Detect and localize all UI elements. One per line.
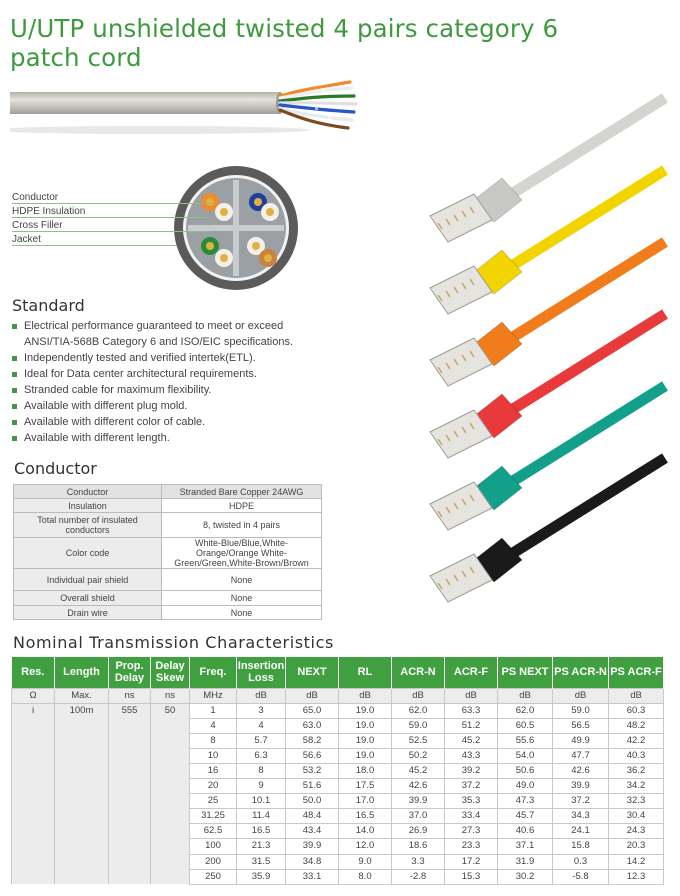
table-cell [55,763,109,778]
table-cell: 8 [190,733,237,748]
table-cell: 49.0 [498,779,553,794]
table-cell: 16.5 [237,824,286,839]
table-cell: 16 [190,763,237,778]
table-cell: 47.7 [553,748,609,763]
label-cross-filler: Cross Filler [12,219,182,233]
table-row [12,839,664,854]
table-cell: 100m [55,703,109,718]
table-cell: 39.9 [286,839,339,854]
table-cell: 17.2 [445,854,498,869]
label-conductor: Conductor [12,191,182,205]
column-header: Res. [12,657,55,688]
table-cell [12,869,55,884]
table-cell [109,824,151,839]
patch-cord-5 [430,386,665,530]
table-cell: 19.0 [339,748,392,763]
table-cell: 45.2 [445,733,498,748]
table-cell: 58.2 [286,733,339,748]
table-cell [151,839,190,854]
column-header: Insertion Loss [237,657,286,688]
title-line-2: patch cord [10,43,142,72]
table-cell: 30.4 [609,809,664,824]
table-cell [55,824,109,839]
table-cell: 34.8 [286,854,339,869]
table-cell [55,794,109,809]
table-cell [12,779,55,794]
table-cell [55,839,109,854]
table-cell: 56.5 [553,718,609,733]
table-cell: 37.2 [553,794,609,809]
table-cell [12,839,55,854]
table-cell [109,839,151,854]
table-row [14,606,322,620]
table-row [14,538,322,569]
table-cell: 52.5 [392,733,445,748]
table-cell: Conductor [14,485,162,499]
table-cell: 51.2 [445,718,498,733]
table-cell: 27.3 [445,824,498,839]
table-row [14,513,322,538]
table-cell: 43.3 [445,748,498,763]
unit-cell: ns [151,688,190,703]
table-cell: 35.3 [445,794,498,809]
table-row [14,591,322,606]
title-line-1: U/UTP unshielded twisted 4 pairs category 6 [10,14,559,43]
table-cell: 19.0 [339,718,392,733]
column-header: Freq. [190,657,237,688]
label-insulation: HDPE Insulation [12,205,182,219]
table-cell: 59.0 [392,718,445,733]
list-item: Available with different plug mold. [12,398,322,414]
table-cell: 9 [237,779,286,794]
table-cell: 20 [190,779,237,794]
table-cell [109,809,151,824]
table-cell: 42.6 [553,763,609,778]
table-cell: 14.2 [609,854,664,869]
table-cell: 8, twisted in 4 pairs [162,513,322,538]
table-cell: 40.3 [609,748,664,763]
unit-cell: dB [609,688,664,703]
table-cell [109,794,151,809]
nominal-heading: Nominal Transmission Characteristics [13,633,334,652]
table-cell [12,794,55,809]
unit-cell: dB [339,688,392,703]
table-cell: 32.3 [609,794,664,809]
table-cell: 50.2 [392,748,445,763]
table-header-row [12,657,664,688]
table-cell: Stranded Bare Copper 24AWG [162,485,322,499]
table-cell [151,794,190,809]
table-row [12,854,664,869]
table-cell: 62.0 [392,703,445,718]
table-row [14,569,322,591]
table-row [12,809,664,824]
table-row [12,779,664,794]
table-cell: 31.25 [190,809,237,824]
table-cell [55,854,109,869]
table-cell [151,824,190,839]
unit-cell: Max. [55,688,109,703]
table-cell: 30.2 [498,869,553,884]
table-row [14,499,322,513]
table-cell [12,763,55,778]
table-cell: 45.7 [498,809,553,824]
table-cell [109,763,151,778]
table-cell: 12.0 [339,839,392,854]
table-cell [55,748,109,763]
table-row [12,869,664,884]
table-cell [55,733,109,748]
table-cell: 34.3 [553,809,609,824]
column-header: ACR-N [392,657,445,688]
table-row [14,485,322,499]
table-cell: 50 [151,703,190,718]
table-cell: 35.9 [237,869,286,884]
standard-list [12,318,322,446]
table-cell: 43.4 [286,824,339,839]
table-cell: Overall shield [14,591,162,606]
table-cell [12,718,55,733]
table-cell: 8 [237,763,286,778]
column-header: RL [339,657,392,688]
table-row [12,703,664,718]
table-cell: 49.9 [553,733,609,748]
table-cell [151,748,190,763]
table-cell: 12.3 [609,869,664,884]
unit-cell: dB [498,688,553,703]
table-cell: 21.3 [237,839,286,854]
table-cell: 0.3 [553,854,609,869]
table-cell: 45.2 [392,763,445,778]
table-cell: 33.4 [445,809,498,824]
table-cell: 11.4 [237,809,286,824]
table-cell: 47.3 [498,794,553,809]
table-cell [109,854,151,869]
column-header: Prop. Delay [109,657,151,688]
table-cell [151,809,190,824]
table-cell: 39.9 [553,779,609,794]
table-cell: Total number of insulated conductors [14,513,162,538]
table-cell: 36.2 [609,763,664,778]
unit-cell: ns [109,688,151,703]
table-cell: -5.8 [553,869,609,884]
patch-cords-image [410,88,670,608]
column-header: Delay Skew [151,657,190,688]
table-cell: HDPE [162,499,322,513]
table-cell [109,779,151,794]
table-cell: 24.1 [553,824,609,839]
table-cell [12,854,55,869]
table-cell: 65.0 [286,703,339,718]
table-cell: 63.3 [445,703,498,718]
table-cell: 18.6 [392,839,445,854]
table-cell: 24.3 [609,824,664,839]
table-row [12,748,664,763]
table-cell: 63.0 [286,718,339,733]
conductor-table [13,484,322,620]
list-item: Available with different color of cable. [12,414,322,430]
table-cell: 48.2 [609,718,664,733]
table-cell: -2.8 [392,869,445,884]
table-cell [12,733,55,748]
table-cell [12,824,55,839]
table-cell [151,733,190,748]
table-cell: 37.0 [392,809,445,824]
table-cell: 15.8 [553,839,609,854]
table-cell [109,869,151,884]
table-cell [151,854,190,869]
table-cell: 100 [190,839,237,854]
table-cell: Drain wire [14,606,162,620]
table-cell: 10 [190,748,237,763]
table-cell: 250 [190,869,237,884]
table-cell: 4 [190,718,237,733]
table-cell: i [12,703,55,718]
list-item: Ideal for Data center architectural requirements. [12,366,322,382]
transmission-table [11,657,664,885]
table-cell: 3 [237,703,286,718]
table-cell: 33.1 [286,869,339,884]
table-cell: 31.9 [498,854,553,869]
table-cell: 50.0 [286,794,339,809]
table-row [12,718,664,733]
table-cell [55,809,109,824]
table-cell [109,748,151,763]
unit-cell: MHz [190,688,237,703]
table-cell: 42.2 [609,733,664,748]
table-cell: None [162,606,322,620]
table-cell: 3.3 [392,854,445,869]
table-cell: 55.6 [498,733,553,748]
table-cell: 19.0 [339,733,392,748]
conductor-heading: Conductor [14,459,97,478]
column-header: NEXT [286,657,339,688]
label-jacket: Jacket [12,233,182,247]
unit-cell: dB [237,688,286,703]
table-cell [151,763,190,778]
table-cell: 53.2 [286,763,339,778]
table-cell: 6.3 [237,748,286,763]
unit-cell: dB [553,688,609,703]
table-cell: 42.6 [392,779,445,794]
patch-cord-4 [430,314,665,458]
table-cell: 39.9 [392,794,445,809]
table-cell: 555 [109,703,151,718]
cable-image [10,76,362,138]
cable-cross-section-image [172,164,300,292]
table-cell: 8.0 [339,869,392,884]
column-header: PS NEXT [498,657,553,688]
table-cell: 14.0 [339,824,392,839]
standard-heading: Standard [12,296,85,315]
table-cell: 34.2 [609,779,664,794]
table-cell [55,869,109,884]
table-cell [12,748,55,763]
patch-cord-6 [430,458,665,602]
unit-cell: Ω [12,688,55,703]
table-cell: 50.6 [498,763,553,778]
table-cell: 16.5 [339,809,392,824]
unit-cell: dB [392,688,445,703]
table-cell [151,869,190,884]
table-cell: 48.4 [286,809,339,824]
table-cell: 4 [237,718,286,733]
table-row [12,794,664,809]
list-item: Stranded cable for maximum flexibility. [12,382,322,398]
table-row [12,733,664,748]
table-cell [55,779,109,794]
table-cell: 37.1 [498,839,553,854]
table-cell: 17.0 [339,794,392,809]
table-cell: 18.0 [339,763,392,778]
table-cell: 60.5 [498,718,553,733]
patch-cord-3 [430,242,665,386]
unit-cell: dB [286,688,339,703]
table-cell [12,809,55,824]
column-header: ACR-F [445,657,498,688]
table-cell: None [162,591,322,606]
table-cell: 1 [190,703,237,718]
list-item: Independently tested and verified intertek(ETL). [12,350,322,366]
table-cell: 37.2 [445,779,498,794]
table-cell: 31.5 [237,854,286,869]
table-cell: 20.3 [609,839,664,854]
unit-cell: dB [445,688,498,703]
table-cell: Insulation [14,499,162,513]
table-cell: 62.0 [498,703,553,718]
table-cell: 15.3 [445,869,498,884]
table-cell: 39.2 [445,763,498,778]
table-cell: 17.5 [339,779,392,794]
table-cell: 26.9 [392,824,445,839]
patch-cord-1 [430,98,665,242]
patch-cord-2 [430,170,665,314]
table-cell: None [162,569,322,591]
table-cell: 40.6 [498,824,553,839]
table-cell: 23.3 [445,839,498,854]
table-cell: 25 [190,794,237,809]
list-item: Available with different length. [12,430,322,446]
table-cell: 56.6 [286,748,339,763]
table-cell: 62.5 [190,824,237,839]
table-cell: 9.0 [339,854,392,869]
table-cell: 60.3 [609,703,664,718]
table-cell [151,718,190,733]
column-header: Length [55,657,109,688]
table-cell: 51.6 [286,779,339,794]
column-header: PS ACR-F [609,657,664,688]
table-cell: 19.0 [339,703,392,718]
list-item: Electrical performance guaranteed to meet or exceed ANSI/TIA-568B Category 6 and ISO/EIC specifications. [12,318,322,350]
table-cell [109,733,151,748]
table-cell: White-Blue/Blue,White-Orange/Orange White-Green/Green,White-Brown/Brown [162,538,322,569]
table-cell: 200 [190,854,237,869]
cross-section-labels [12,191,182,247]
table-cell [55,718,109,733]
units-row [12,688,664,703]
page-title [10,14,570,72]
table-cell [109,718,151,733]
column-header: PS ACR-N [553,657,609,688]
table-cell: Individual pair shield [14,569,162,591]
table-cell: 59.0 [553,703,609,718]
table-cell [151,779,190,794]
table-row [12,824,664,839]
table-row [12,763,664,778]
table-cell: 54.0 [498,748,553,763]
table-cell: Color code [14,538,162,569]
table-cell: 10.1 [237,794,286,809]
table-cell: 5.7 [237,733,286,748]
